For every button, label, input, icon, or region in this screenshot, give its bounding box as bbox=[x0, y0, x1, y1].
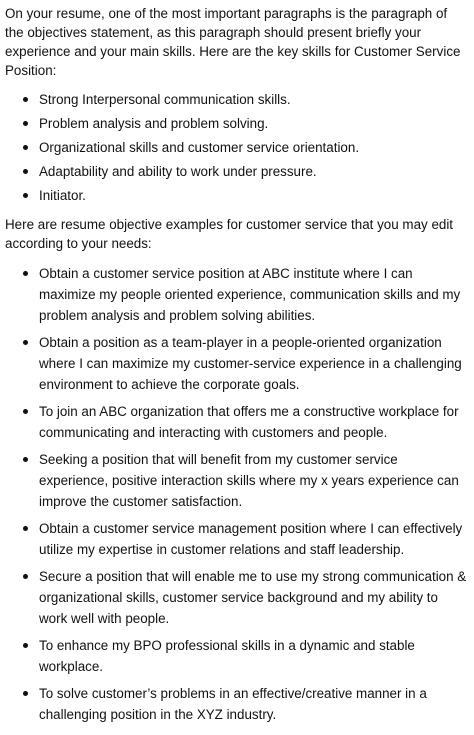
list-item bbox=[5, 401, 467, 443]
bullet-icon bbox=[23, 193, 28, 198]
bullet-icon bbox=[23, 169, 28, 174]
list-item-text: Secure a position that will enable me to use my strong communication & organizational skills, customer service background and my ability to work well with people. bbox=[39, 569, 467, 626]
list-item-text: Seeking a position that will benefit from my customer service experience, positive interaction skills where my x years experience can improve the customer satisfaction. bbox=[39, 452, 459, 509]
list-item-text: To enhance my BPO professional skills in a dynamic and stable workplace. bbox=[39, 638, 415, 674]
list-item bbox=[5, 683, 467, 725]
bullet-icon bbox=[23, 121, 28, 126]
bullet-icon bbox=[23, 574, 28, 579]
bullet-icon bbox=[23, 691, 28, 696]
list-item bbox=[5, 566, 467, 629]
list-item-text: To solve customer’s problems in an effective/creative manner in a challenging position in the XYZ industry. bbox=[39, 686, 427, 722]
list-item bbox=[5, 635, 467, 677]
list-item-text: Problem analysis and problem solving. bbox=[39, 116, 269, 131]
list-item-text: Obtain a customer service management position where I can effectively utilize my expertise in customer relations and staff leadership. bbox=[39, 521, 463, 557]
bullet-icon bbox=[23, 145, 28, 150]
bullet-icon bbox=[23, 643, 28, 648]
list-item bbox=[5, 138, 467, 157]
bullet-icon bbox=[23, 526, 28, 531]
list-item-text: Obtain a customer service position at ABC institute where I can maximize my people oriented experience, communication skills and my problem analysis and problem solving abilities. bbox=[39, 266, 461, 323]
bullet-icon bbox=[23, 409, 28, 414]
bullet-icon bbox=[23, 97, 28, 102]
list-item-text: To join an ABC organization that offers me a constructive workplace for communicating and interacting with customers and people. bbox=[39, 404, 459, 440]
skills-list bbox=[5, 90, 467, 205]
intro-paragraph: On your resume, one of the most important paragraphs is the paragraph of the objectives statement, as this paragraph should present briefly your experience and your main skills. Here are the key skills for Customer Service Position: bbox=[5, 6, 461, 78]
list-item bbox=[5, 449, 467, 512]
bullet-icon bbox=[23, 340, 28, 345]
list-item bbox=[5, 332, 467, 395]
list-item bbox=[5, 162, 467, 181]
list-item bbox=[5, 186, 467, 205]
list-item bbox=[5, 114, 467, 133]
list-item-text: Organizational skills and customer service orientation. bbox=[39, 140, 360, 155]
list-item-text: Initiator. bbox=[39, 188, 86, 203]
list-item-text: Strong Interpersonal communication skills. bbox=[39, 92, 291, 107]
list-item bbox=[5, 263, 467, 326]
document-body bbox=[5, 4, 467, 735]
bullet-icon bbox=[23, 457, 28, 462]
list-item-text: Adaptability and ability to work under pressure. bbox=[39, 164, 317, 179]
bullet-icon bbox=[23, 271, 28, 276]
list-item bbox=[5, 518, 467, 560]
list-item bbox=[5, 90, 467, 109]
examples-intro-paragraph: Here are resume objective examples for customer service that you may edit according to your needs: bbox=[5, 217, 454, 251]
list-item-text: Obtain a position as a team-player in a people-oriented organization where I can maximize my customer-service experience in a challenging environment to achieve the corporate goals. bbox=[39, 335, 462, 392]
